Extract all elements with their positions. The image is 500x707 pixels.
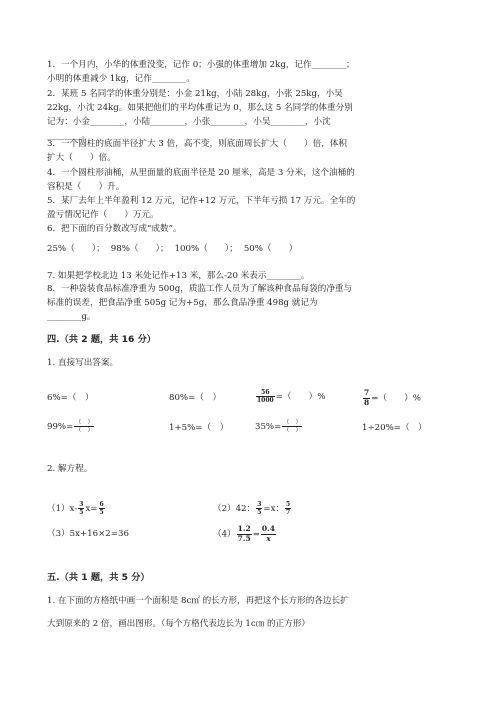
q4-line-1: 4．一个圆柱形油桶，从里面量的底面半径是 20 厘米，高是 3 分米，这个油桶的 [47, 168, 355, 178]
calc-99pct: 99%= $\frac{( )}{( )}$ [47, 419, 94, 434]
fraction: $\frac{1.2}{7.5}$ [237, 524, 251, 543]
q2-line-1: 2．某班 5 名同学的体重分别是：小金 21kg，小陆 28kg，小张 25kg，小吴 [47, 89, 343, 99]
calc-1-plus-5pct: 1+5%=（ ） [169, 423, 229, 433]
q7-line: 7. 如果把学校北边 13 米处记作+13 米，那么-20 米表示________。 [47, 271, 310, 281]
q6-item: 25%（ ）； [47, 244, 105, 254]
q3-line-1: 3．一个圆柱的底面半径扩大 3 倍，高不变，则底面周长扩大（ ）倍，体积 [47, 139, 347, 149]
calc-1-div-20pct: 1÷20%=（ ） [362, 423, 427, 433]
fraction: $\frac{( )}{( )}$ [283, 419, 302, 434]
q1-line-2: 小明的体重减少 1kg，记作________。 [47, 74, 195, 84]
q6-item: 100%（ ）； [174, 244, 238, 254]
q5-line-1: 5．某厂去年上半年盈利 12 万元，记作+12 万元，下半年亏损 17 万元。全年的 [47, 196, 356, 206]
q8-line-2: 标准的误差，把食品净重 505g 记为+5g，那么食品净重 498g 就记为 [47, 298, 318, 308]
q5-line-2: 盈亏情况记作（ ）万元。 [47, 210, 159, 220]
equation-2: （2）42： $\frac{3}{5}$ =x： $\frac{5}{7}$ [213, 501, 291, 516]
q2-line-2: 22kg，小沈 24kg。如果把他们的平均体重记为 0，那么这 5 名同学的体重分别 [47, 103, 353, 113]
calc-35pct: 35%= $\frac{( )}{( )}$ [255, 419, 302, 434]
q2-line-3: 记为：小金________，小陆________，小张________，小吴________，小沈 [47, 117, 331, 127]
fraction: $\frac{6}{5}$ [99, 501, 104, 516]
equation-1: （1）x- $\frac{3}{5}$ x= $\frac{6}{5}$ [47, 501, 104, 516]
fraction: $\frac{5}{7}$ [286, 501, 291, 516]
q6-item: 50%（ ） [243, 244, 298, 254]
q8-line-3: ________g。 [47, 312, 96, 322]
fraction: $\frac{3}{5}$ [79, 501, 84, 516]
calc-80pct: 80%=（ ） [169, 393, 222, 403]
s4-q2-prompt: 2. 解方程。 [47, 464, 93, 474]
q6-items [47, 243, 297, 255]
calc-7-over-8: $\frac{7}{8}$ =（ ）% [364, 388, 421, 407]
fraction: $\frac{7}{8}$ [364, 388, 370, 407]
fraction: $\frac{3}{5}$ [257, 501, 262, 516]
equation-3: （3）5x+16×2=36 [47, 529, 129, 539]
q2-line-4: ________。 [47, 131, 90, 141]
s4-q1-prompt: 1. 直接写出答案。 [47, 358, 119, 368]
q4-line-2: 容积是（ ）升。 [47, 182, 125, 192]
equation-4: （4） $\frac{1.2}{7.5}$ = $\frac{0.4}{x}$ [213, 524, 275, 543]
calc-6pct: 6%=（ ） [47, 393, 94, 403]
q6-item: 98%（ ）； [110, 244, 169, 254]
s5-q1-line-1: 1. 在下面的方格纸中画一个面积是 8c㎡ 的长方形，再把这个长方形的各边长扩 [47, 596, 349, 606]
fraction: $\frac{0.4}{x}$ [261, 524, 275, 543]
q1-line-1: 1．一个月内，小华的体重没变，记作 0；小强的体重增加 2kg，记作________； [47, 60, 355, 70]
s5-q1-line-2: 大到原来的 2 倍，画出图形。（每个方格代表边长为 1c㎝ 的正方形） [47, 619, 311, 629]
fraction: $\frac{56}{1000}$ [257, 389, 274, 404]
section-4-heading: 四.（共 2 题，共 16 分） [47, 334, 156, 345]
calc-56-over-1000: $\frac{56}{1000}$ =（ ）% [257, 389, 326, 404]
q8-line-1: 8．一种袋装食品标准净重为 500g，质监工作人员为了解该种食品每袋的净重与 [47, 284, 353, 294]
section-5-heading: 五.（共 1 题，共 5 分） [47, 572, 150, 583]
q3-line-2: 扩大（ ）倍。 [47, 153, 116, 163]
fraction: $\frac{( )}{( )}$ [75, 419, 94, 434]
q6-prompt: 6．把下面的百分数改写成“成数”。 [47, 224, 182, 234]
